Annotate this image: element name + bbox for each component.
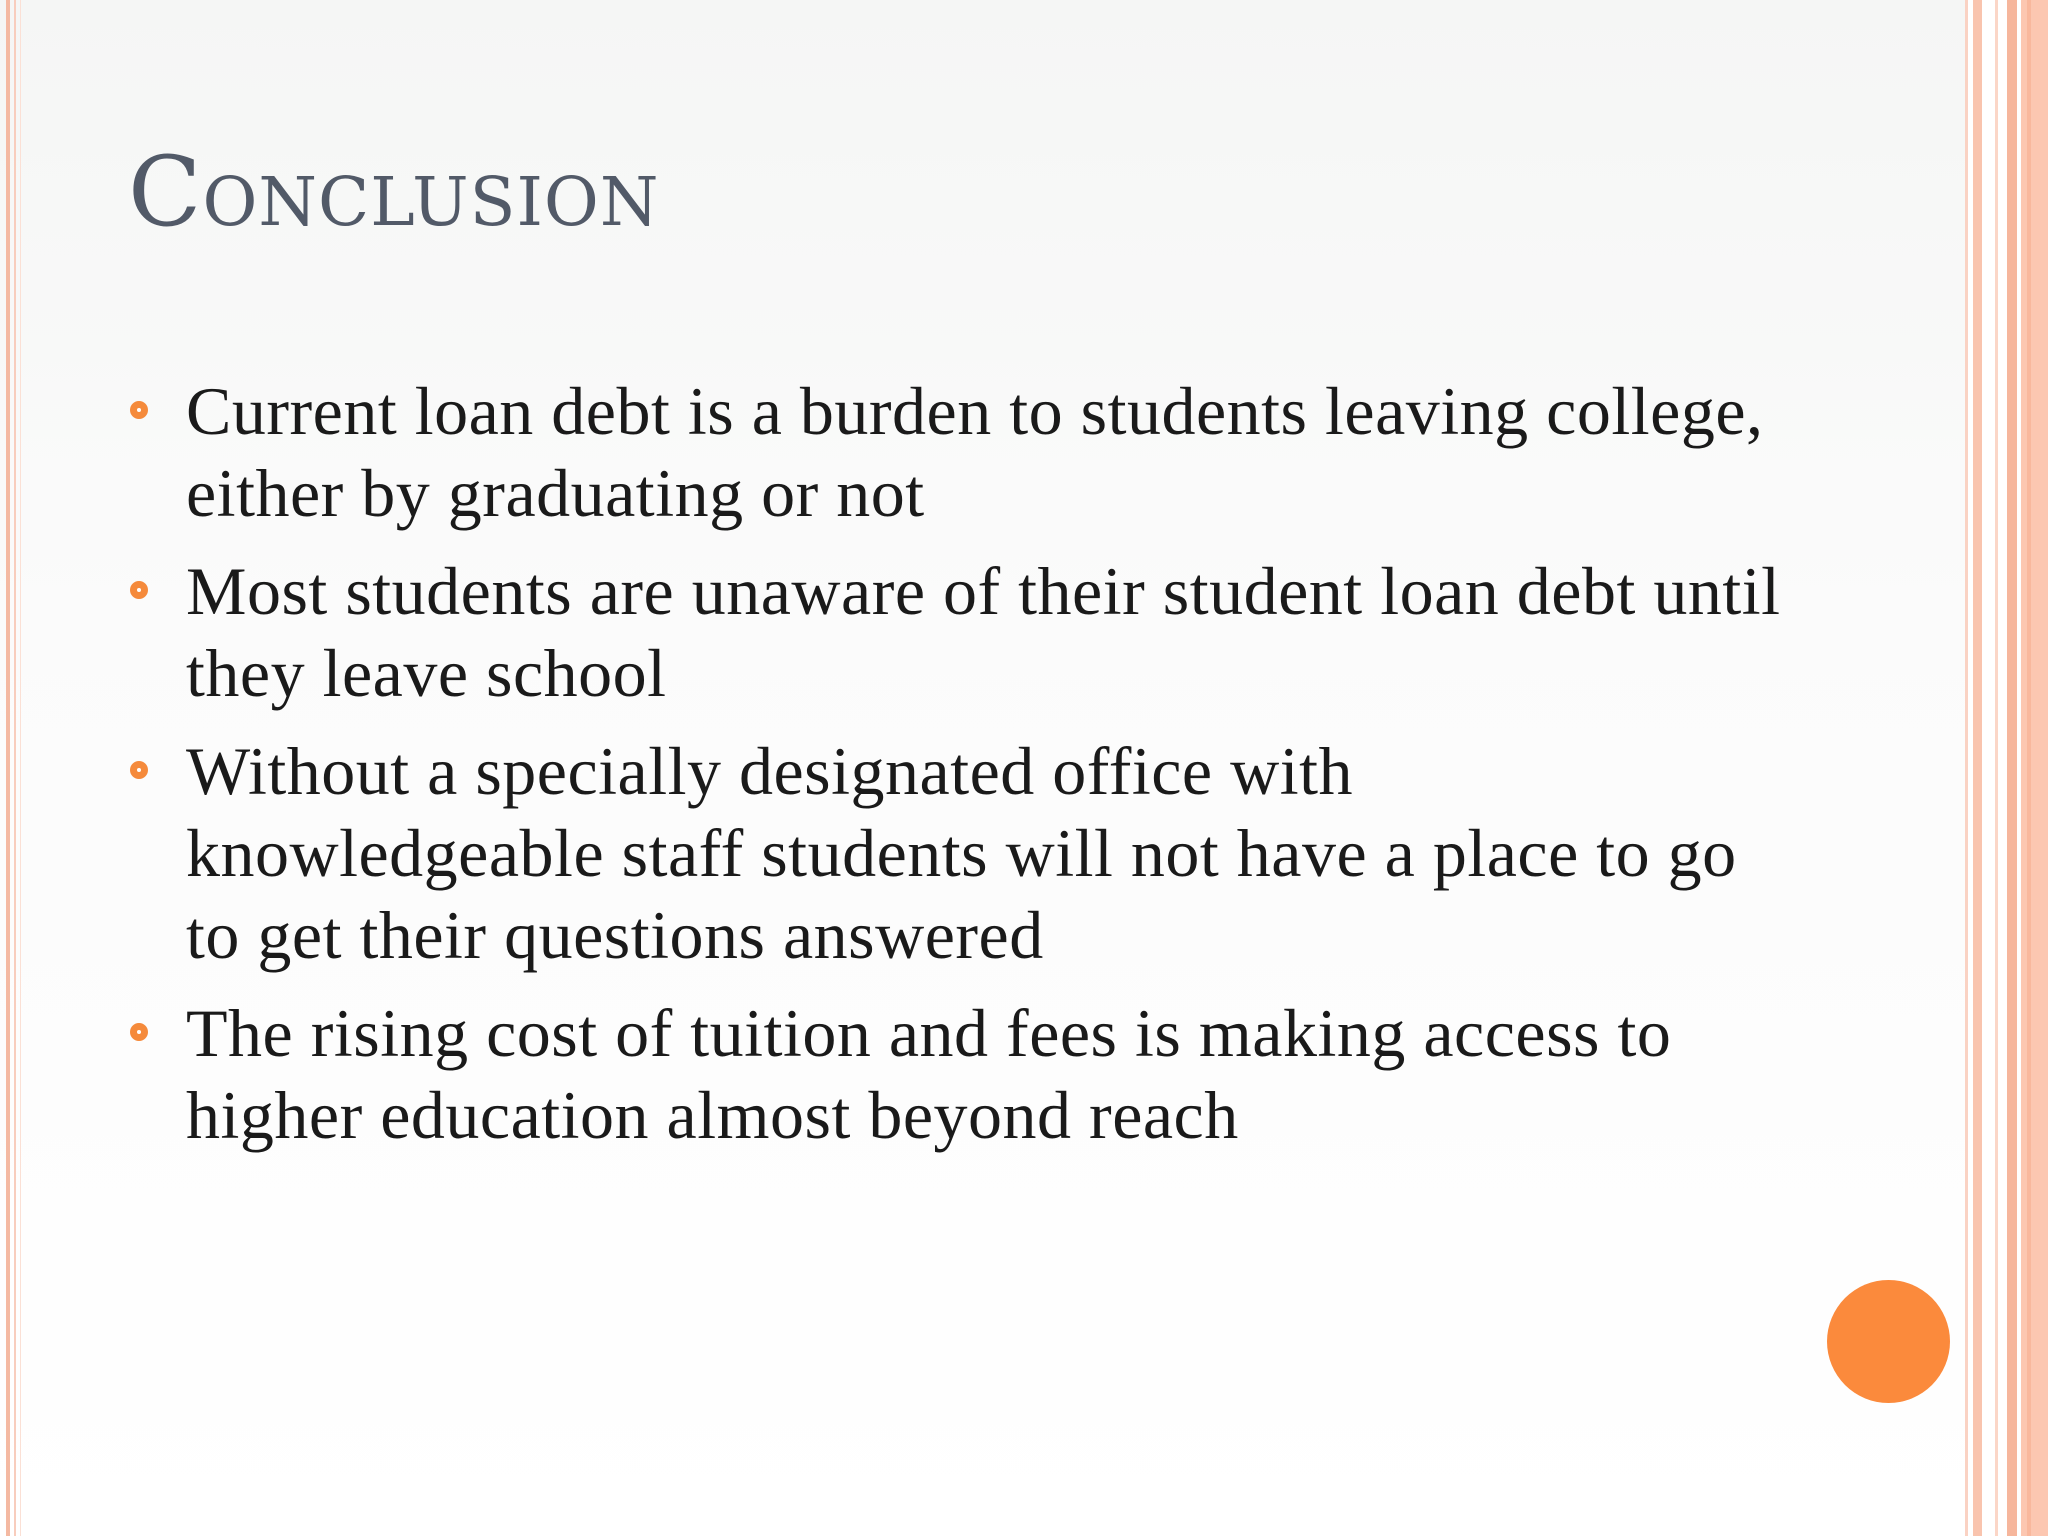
border-stripe: [1965, 0, 1968, 1536]
border-stripe: [2021, 0, 2048, 1536]
bullet-text: Current loan debt is a burden to students leaving college, either by graduating or not: [186, 373, 1764, 531]
right-border-frame: [1965, 0, 2048, 1536]
left-border-line: [6, 0, 10, 1536]
slide-title: Conclusion: [128, 136, 660, 248]
bullet-text: Without a specially designated office with knowledgeable staff students will not have a place to go to get their questions answered: [186, 733, 1737, 973]
left-border-line: [14, 0, 16, 1536]
bullet-text: The rising cost of tuition and fees is making access to higher education almost beyond reach: [186, 995, 1672, 1153]
bullet-item: [126, 992, 1786, 1156]
border-stripe: [2007, 0, 2017, 1536]
border-stripe: [1973, 0, 1982, 1536]
orange-circle-decoration: [1827, 1280, 1950, 1403]
bullet-text: Most students are unaware of their student loan debt until they leave school: [186, 553, 1781, 711]
left-border-line: [20, 0, 21, 1536]
bullet-list: [126, 370, 1786, 1172]
bullet-icon: [130, 1023, 148, 1041]
border-stripe: [2027, 0, 2031, 1536]
bullet-item: [126, 370, 1786, 534]
bullet-icon: [130, 761, 148, 779]
bullet-icon: [130, 401, 148, 419]
bullet-icon: [130, 581, 148, 599]
bullet-item: [126, 730, 1786, 976]
border-stripe: [1995, 0, 1998, 1536]
bullet-item: [126, 550, 1786, 714]
